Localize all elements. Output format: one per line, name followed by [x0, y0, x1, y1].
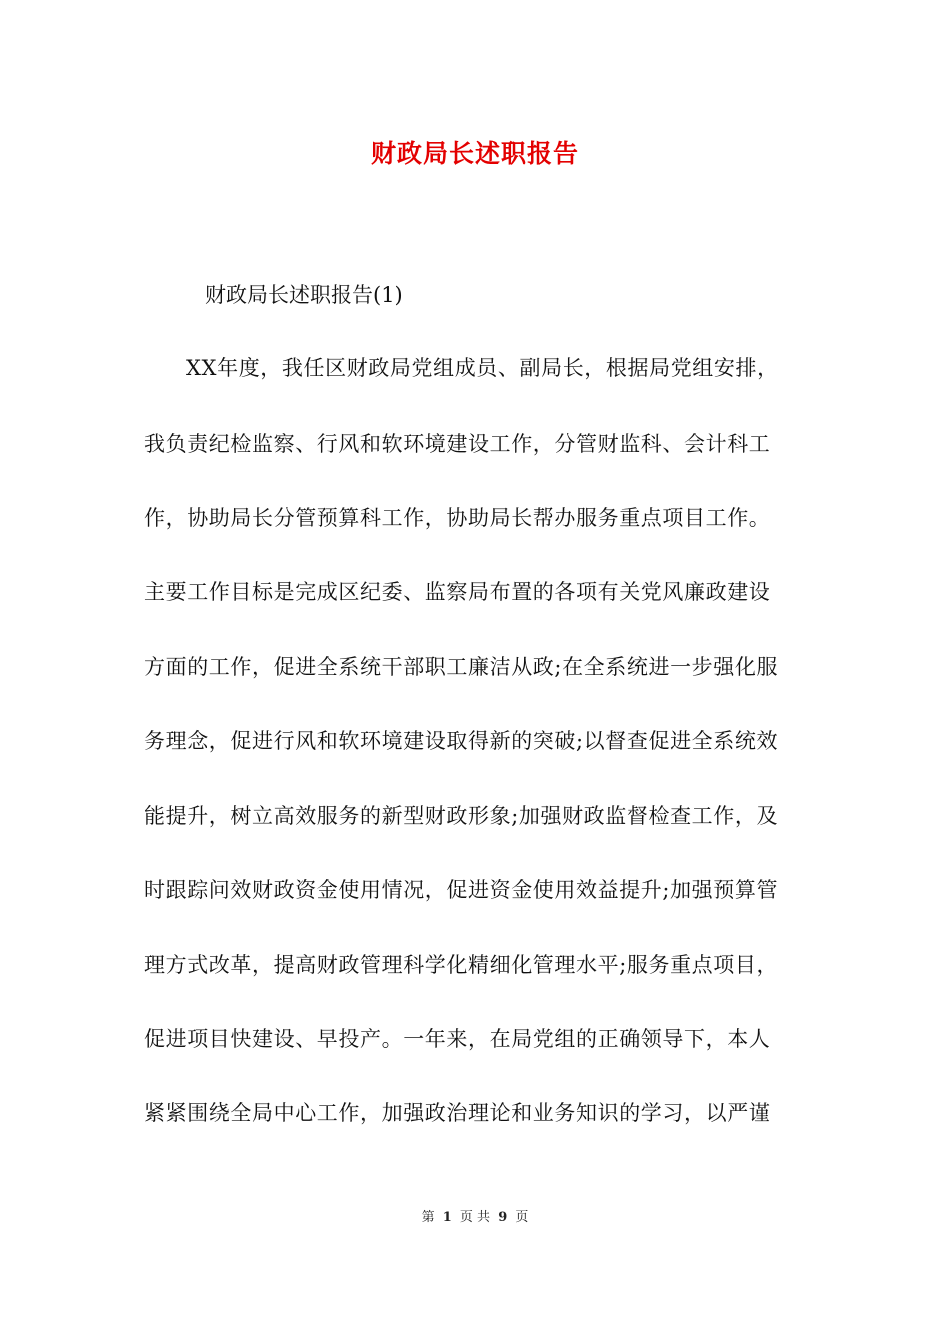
body-line: 理方式改革，提高财政管理科学化精细化管理水平;服务重点项目， — [144, 953, 779, 977]
body-line: 促进项目快建设、早投产。一年来，在局党组的正确领导下，本人 — [144, 1027, 771, 1051]
footer-page-prefix: 第 — [421, 1210, 435, 1225]
body-line: 我负责纪检监察、行风和软环境建设工作，分管财监科、会计科工 — [144, 432, 771, 456]
body-line: 作，协助局长分管预算科工作，协助局长帮办服务重点项目工作。 — [144, 506, 771, 530]
page-title: 财政局长述职报告 — [370, 139, 579, 168]
body-line: 务理念，促进行风和软环境建设取得新的突破;以督查促进全系统效 — [144, 729, 779, 753]
body-line: 紧紧围绕全局中心工作，加强政治理论和业务知识的学习，以严谨 — [144, 1101, 771, 1125]
footer-page-total: 9 — [498, 1210, 508, 1225]
footer-page-number: 1 — [442, 1210, 452, 1225]
body-line: 主要工作目标是完成区纪委、监察局布置的各项有关党风廉政建设 — [144, 580, 771, 604]
footer-page-suffix: 页 — [515, 1210, 529, 1225]
body-line: XX年度，我任区财政局党组成员、副局长，根据局党组安排， — [186, 356, 779, 380]
page-footer — [0, 1208, 950, 1228]
body-line: 方面的工作，促进全系统干部职工廉洁从政;在全系统进一步强化服 — [144, 655, 779, 679]
footer-page-mid: 页 共 — [459, 1210, 491, 1225]
body-line: 时跟踪问效财政资金使用情况，促进资金使用效益提升;加强预算管 — [144, 878, 779, 902]
body-line: 能提升，树立高效服务的新型财政形象;加强财政监督检查工作，及 — [144, 804, 779, 828]
section-heading: 财政局长述职报告(1) — [205, 283, 403, 307]
